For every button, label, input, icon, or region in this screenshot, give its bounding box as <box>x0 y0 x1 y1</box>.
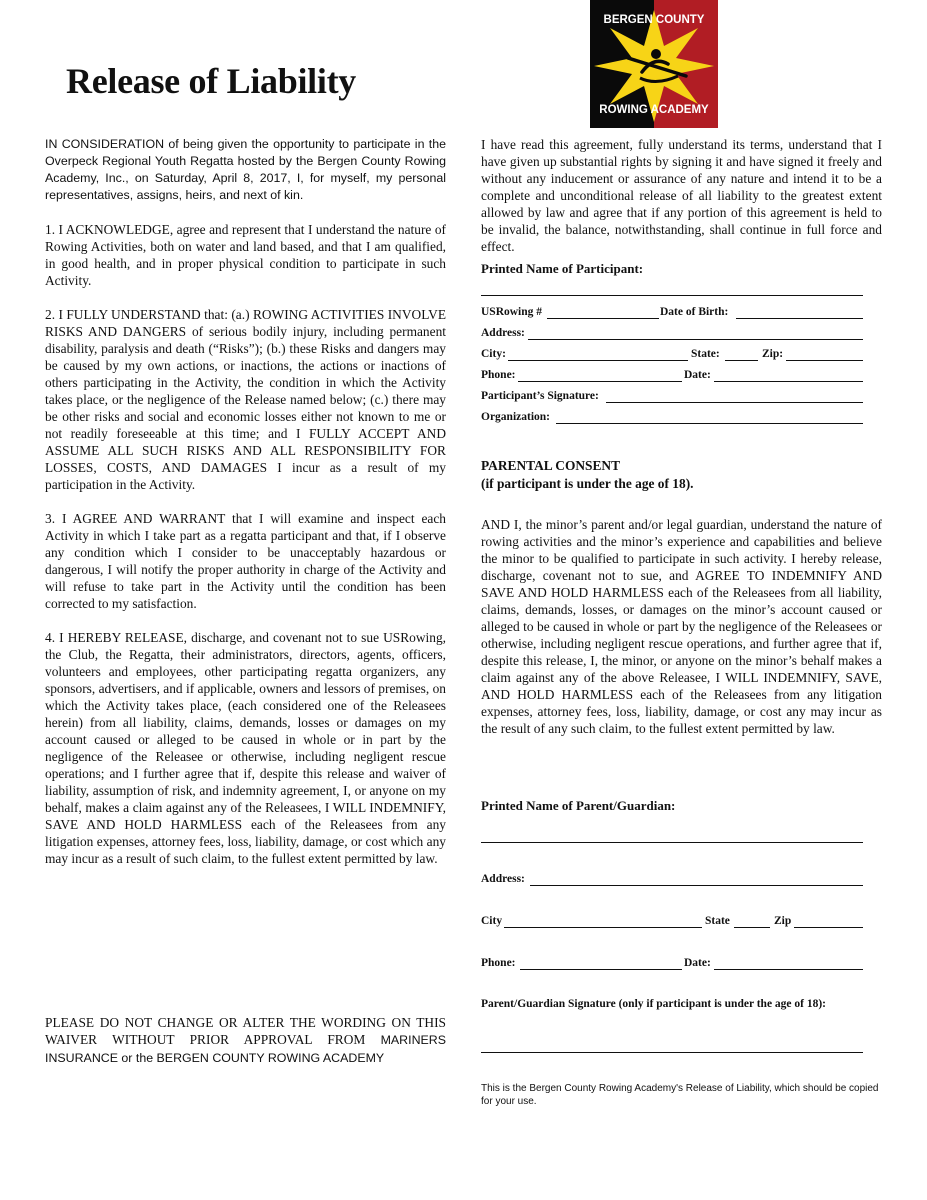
participant-signature-label: Participant’s Signature: <box>481 390 599 402</box>
warning-text-a: PLEASE DO NOT CHANGE OR ALTER THE WORDING ON THIS WAIVER WITHOUT PRIOR APPROVAL FROM <box>45 1015 446 1047</box>
zip-label: Zip: <box>762 348 784 360</box>
understand-paragraph: 2. I FULLY UNDERSTAND that: (a.) ROWING ACTIVITIES INVOLVE RISKS AND DANGERS of serious bodily injury, including permanent disability, paralysis and death (“Risks”); (b.) these Risks and dangers may be caused by my own actions, or inactions, the actions or inactions of others participating in the Activity, the condition in which the Activity takes place, or the negligence of the Release named below; (c.) there may be other risks and social and economic losses either not known to me or not readily foreseeable at this time; and I FULLY ACCEPT AND ASSUME ALL SUCH RISKS AND ALL RESPONSIBILITY FOR LOSSES, COSTS, AND DAMAGES I incur as a result of my participation in the Activity. <box>45 307 446 492</box>
participant-name-line[interactable] <box>481 295 863 296</box>
address-line[interactable] <box>528 339 863 340</box>
consent-column <box>481 516 882 754</box>
guardian-address-label: Address: <box>481 873 525 885</box>
bergen-county-rowing-academy-logo <box>590 0 718 128</box>
address-label: Address: <box>481 327 525 339</box>
guardian-signature-label: Parent/Guardian Signature (only if participant is under the age of 18): <box>481 998 827 1010</box>
page-title: Release of Liability <box>66 61 356 101</box>
participant-signature-line[interactable] <box>606 402 863 403</box>
guardian-signature-line[interactable] <box>481 1052 863 1053</box>
guardian-date-line[interactable] <box>714 969 863 970</box>
guardian-date-label: Date: <box>684 957 711 969</box>
acknowledge-paragraph: 1. I ACKNOWLEDGE, agree and represent that I understand the nature of Rowing Activities, both on water and land based, and that I am qualified, in good health, and in proper physical condition to participate in such Activity. <box>45 222 446 288</box>
usrowing-label: USRowing # <box>481 306 543 318</box>
printed-name-participant-label: Printed Name of Participant: <box>481 261 644 276</box>
parental-consent-heading: PARENTAL CONSENT <box>481 458 621 473</box>
agreement-paragraph: I have read this agreement, fully understand its terms, understand that I have given up substantial rights by signing it and have signed it freely and without any inducement or assurance of any nature and intend it to be a complete and unconditional release of all liability to the greatest extent allowed by law and agree that if any portion of this agreement is held to be invalid, the balance, notwithstanding, shall continue in full force and effect. <box>481 137 882 254</box>
phone-label: Phone: <box>481 369 516 381</box>
parental-consent-subheading: (if participant is under the age of 18). <box>481 476 694 491</box>
guardian-phone-label: Phone: <box>481 957 516 969</box>
organization-line[interactable] <box>556 423 863 424</box>
date-label: Date: <box>684 369 711 381</box>
guardian-phone-line[interactable] <box>520 969 682 970</box>
city-label: City: <box>481 348 506 360</box>
guardian-city-label: City <box>481 915 503 927</box>
intro-paragraph: IN CONSIDERATION of being given the opportunity to participate in the Overpeck Regional Youth Regatta hosted by the Bergen County Rowing Academy, Inc., on Saturday, April 8, 2017, I, for myself, my personal representatives, assigns, heirs, and next of kin. <box>45 137 446 202</box>
guardian-state-line[interactable] <box>734 927 770 928</box>
guardian-zip-label: Zip <box>774 915 792 927</box>
zip-line[interactable] <box>786 360 863 361</box>
logo-bottom-text: ROWING ACADEMY <box>599 104 709 116</box>
guardian-zip-line[interactable] <box>794 927 863 928</box>
warrant-paragraph: 3. I AGREE AND WARRANT that I will examine and inspect each Activity in which I take part as a regatta participant and that, if I observe any condition which I consider to be unacceptably hazardous or dangerous, I will notify the proper authority in charge of the Activity and will refuse to take part in the Activity until the condition has been corrected to my satisfaction. <box>45 511 446 611</box>
state-label: State: <box>691 348 720 360</box>
alteration-warning <box>45 1014 446 1067</box>
city-line[interactable] <box>508 360 688 361</box>
logo-top-text: BERGEN COUNTY <box>603 14 705 26</box>
guardian-address-line[interactable] <box>530 885 863 886</box>
right-column <box>481 136 882 272</box>
guardian-state-label: State <box>705 915 730 927</box>
phone-line[interactable] <box>518 381 682 382</box>
date-line[interactable] <box>714 381 863 382</box>
organization-label: Organization: <box>481 411 550 423</box>
consent-paragraph: AND I, the minor’s parent and/or legal guardian, understand the nature of rowing activities and the minor’s experience and capabilities and believe the minor to be qualified to participate in such activity. I hereby release, discharge, covenant not to sue, and AGREE TO INDEMNIFY AND SAVE AND HOLD HARMLESS each of the Releasees from all liability, claims, demands, losses, or damages on the minor’s account caused or alleged to be caused in whole or part by the negligence of the Releasees or otherwise, including negligent rescue operations, and further agree that if, despite this release, I, the minor, or anyone on the minor’s behalf makes a claim against any of the above Releasee, I WILL INDEMNIFY, SAVE, AND HOLD HARMLESS each of the Releasees from any litigation expenses, attorney fees, loss, liability, damage, or cost any may incur as the result of any such claim, to the fullest extent permitted by law. <box>481 517 882 736</box>
left-column <box>45 136 446 884</box>
dob-line[interactable] <box>736 318 863 319</box>
dob-label: Date of Birth: <box>660 306 729 318</box>
release-paragraph: 4. I HEREBY RELEASE, discharge, and covenant not to sue USRowing, the Club, the Regatta, their administrators, directors, agents, officers, volunteers and employees, other participating regatta organizers, any sponsors, advertisers, and if applicable, owners and lessors of premises, on which the Activity takes place, (each considered one of the Releasees herein) from all liability, claims, demands, losses or damages on my account caused or alleged to be caused in whole or in part by the negligence of the Releasee or otherwise, including negligent rescue operations; and I further agree that if, despite this release and waiver of liability, assumption of risk, and indemnity agreement, I, or anyone on my behalf, makes a claim against any of the Releasees, I WILL INDEMNIFY, SAVE AND HOLD HARMLESS each of the Releasees from any litigation expenses, attorney fees, loss, liability, damage, or cost which any may incur as a result of such claim, to the fullest extent permitted by law. <box>45 630 446 866</box>
printed-name-parent-label: Printed Name of Parent/Guardian: <box>481 798 676 813</box>
state-line[interactable] <box>725 360 758 361</box>
footnote: This is the Bergen County Rowing Academy's Release of Liability, which should be copied for your use. <box>481 1083 879 1107</box>
parent-name-line[interactable] <box>481 842 863 843</box>
usrowing-number-line[interactable] <box>547 318 659 319</box>
warning-text-b: MARINERS INSURANCE or the BERGEN COUNTY ROWING ACADEMY <box>45 1033 446 1065</box>
guardian-city-line[interactable] <box>504 927 702 928</box>
logo-graphic <box>590 0 718 128</box>
